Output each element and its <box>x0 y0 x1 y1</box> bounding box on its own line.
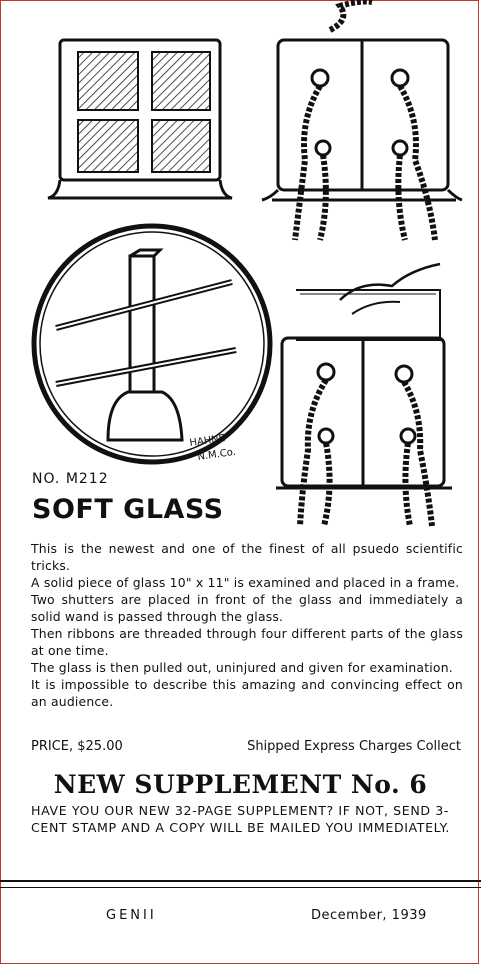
footer-rule-thin <box>0 887 481 888</box>
description-line: A solid piece of glass 10" x 11" is examined and placed in a frame. <box>31 575 460 590</box>
description-line: Then ribbons are threaded through four different parts of the glass at one time. <box>31 626 463 658</box>
glass-rods-drawing <box>34 226 270 462</box>
publication-name: GENII <box>106 908 157 923</box>
supplement-body: HAVE YOU OUR NEW 32-PAGE SUPPLEMENT? IF NOT, SEND 3-CENT STAMP AND A COPY WILL BE MAILED YOU IMMEDIATELY. <box>31 803 450 835</box>
shipping-note: Shipped Express Charges Collect <box>247 739 461 754</box>
product-description <box>31 540 463 710</box>
product-title: SOFT GLASS <box>32 494 224 525</box>
catalog-number: NO. M212 <box>32 471 109 487</box>
description-line: The glass is then pulled out, uninjured and given for examination. <box>31 660 453 675</box>
price: PRICE, $25.00 <box>31 739 123 754</box>
price-row <box>31 739 461 754</box>
glass-frame-drawing <box>48 40 232 198</box>
glass-pulled-drawing <box>276 264 452 526</box>
shutters-ribbons-drawing <box>262 2 462 241</box>
supplement-title: NEW SUPPLEMENT No. 6 <box>53 770 428 799</box>
svg-text:N.M.Co.: N.M.Co. <box>196 446 237 463</box>
publication-date: December, 1939 <box>311 908 427 923</box>
footer-rule <box>0 880 481 882</box>
description-line: It is impossible to describe this amazing and convincing effect on an audience. <box>31 677 463 709</box>
description-line: Two shutters are placed in front of the glass and immediately a solid wand is passed through the glass. <box>31 592 463 624</box>
description-line: This is the newest and one of the finest of all psuedo scientific tricks. <box>31 541 463 573</box>
svg-text:HAHNE: HAHNE <box>188 433 226 449</box>
